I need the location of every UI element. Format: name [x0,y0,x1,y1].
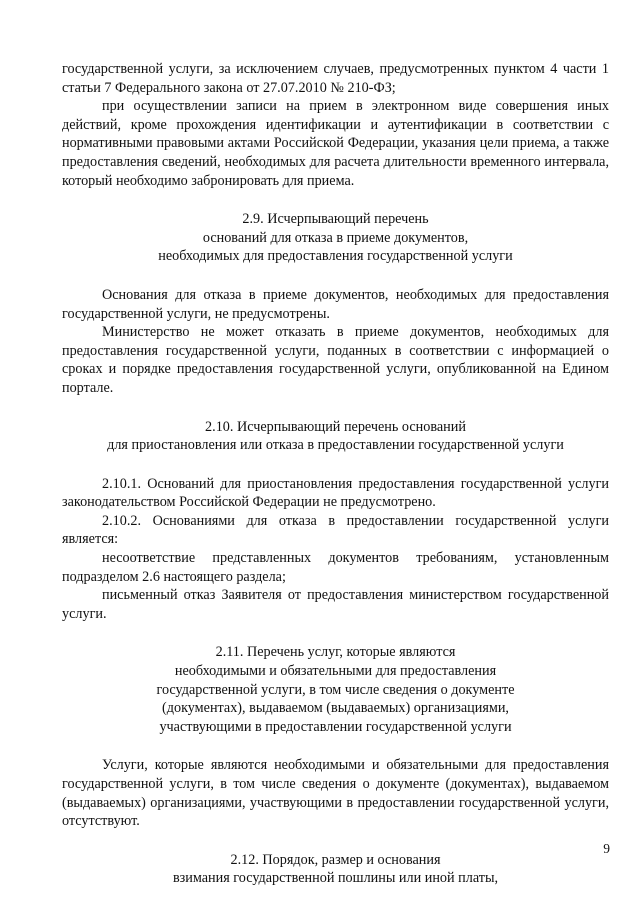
paragraph: 2.10.1. Оснований для приостановления предоставления государственной услуги законодательством Российской Федерации не предусмотрено. [62,475,609,511]
heading-line: участвующими в предоставлении государственной услуги [159,718,512,735]
heading-line: государственной услуги, в том числе сведения о документе [156,681,515,698]
paragraph: Министерство не может отказать в приеме документов, необходимых для предоставления государственной услуги, поданных в соответствии с информацией о сроках и порядке предоставления государственной услуги, опубликованной на Едином портале. [62,324,609,396]
section-heading-2-9 [62,210,609,266]
heading-line: для приостановления или отказа в предоставлении государственной услуги [107,437,564,454]
heading-line: (документах), выдаваемом (выдаваемых) организациями, [162,700,509,717]
paragraph: Основания для отказа в приеме документов, необходимых для предоставления государственной услуги, не предусмотрены. [62,286,609,322]
page-number: 9 [603,841,610,856]
paragraph: письменный отказ Заявителя от предоставления министерством государственной услуги. [62,587,609,622]
heading-line: необходимых для предоставления государственной услуги [158,248,513,265]
section-heading-2-11 [62,643,609,736]
heading-line: 2.12. Порядок, размер и основания [230,851,441,868]
paragraph: при осуществлении записи на прием в электронном виде совершения иных действий, кроме прохождения идентификации и аутентификации в соответствии с нормативными правовыми актами Российской Федерации, указания цели приема, а также предоставления сведений, необходимых для расчета длительности временного интервала, который необходимо забронировать для приема. [62,98,609,189]
heading-line: оснований для отказа в приеме документов, [202,229,469,246]
section-heading-2-12 [62,851,609,888]
paragraph: несоответствие представленных документов требованиям, установленным подразделом 2.6 настоящего раздела; [62,550,609,585]
heading-line: взимания государственной пошлины или иной платы, [172,870,499,887]
paragraph: 2.10.2. Основаниями для отказа в предоставлении государственной услуги является: [62,512,609,548]
heading-line: 2.11. Перечень услуг, которые являются [215,644,456,661]
heading-line: необходимыми и обязательными для предоставления [174,663,497,680]
page-body [62,60,609,888]
section-heading-2-10 [62,418,609,455]
paragraph: Услуги, которые являются необходимыми и обязательными для предоставления государственной услуги, в том числе сведения о документе (документах), выдаваемом (выдаваемых) организациями, участвующими в предоставлении государственной услуги, отсутствуют. [62,757,609,830]
heading-line: 2.9. Исчерпывающий перечень [242,211,429,228]
heading-line: 2.10. Исчерпывающий перечень оснований [205,418,466,435]
paragraph-continuation: государственной услуги, за исключением случаев, предусмотренных пунктом 4 части 1 статьи 7 Федерального закона от 27.07.2010 № 210-ФЗ; [62,61,609,96]
